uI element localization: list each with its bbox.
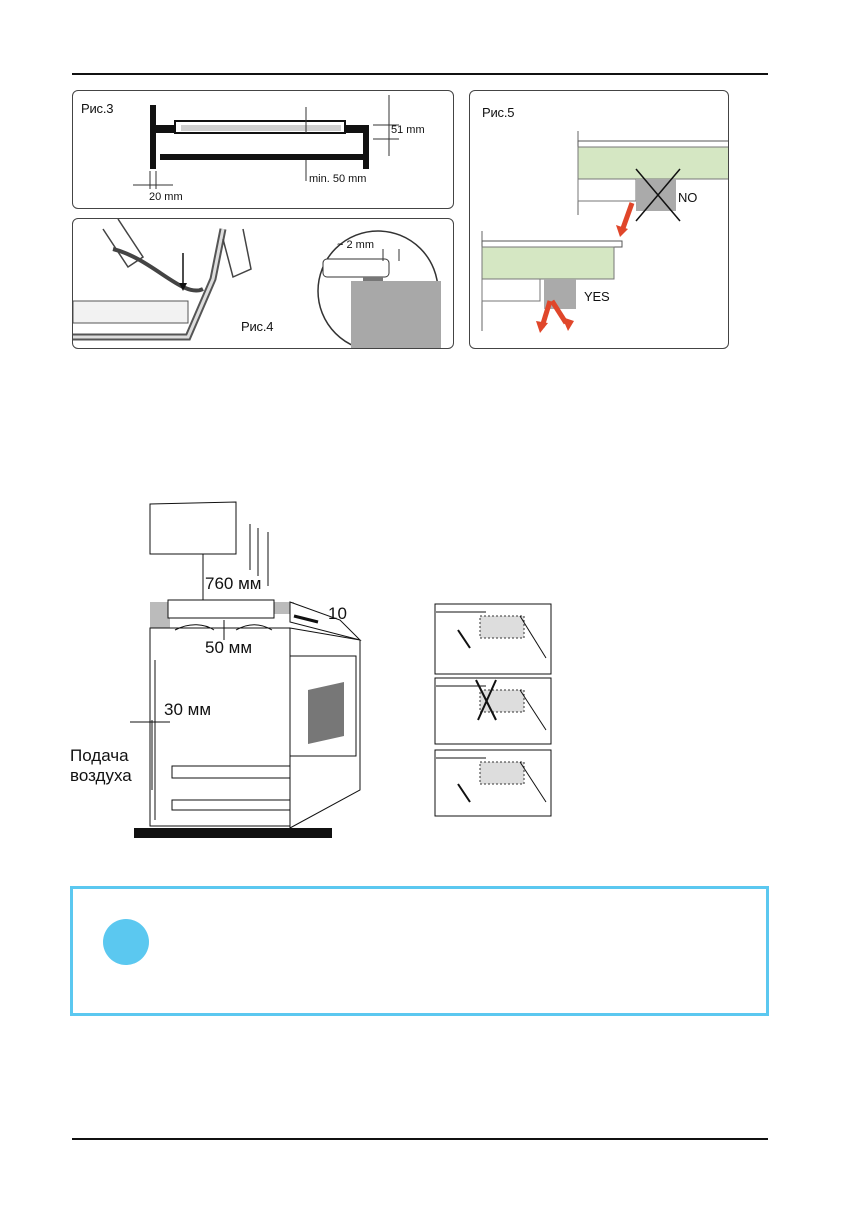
figure-5-title: Рис.5 [482, 105, 515, 120]
vent-dim-side-right: 10 [328, 604, 347, 623]
figure-3-dim-side: 20 mm [149, 191, 183, 203]
figure-5-drawing [470, 91, 728, 348]
vent-air-line2: воздуха [70, 766, 132, 785]
info-icon [103, 919, 149, 965]
figure-3-title: Рис.3 [81, 101, 114, 116]
vent-dim-under: 50 мм [205, 638, 253, 657]
note-box [70, 886, 769, 1016]
figure-5-panel [469, 90, 729, 349]
figure-5-label-no: NO [678, 190, 698, 205]
vent-air-line1: Подача [70, 746, 129, 765]
ventilation-drawing [0, 490, 850, 850]
ventilation-diagram [0, 490, 850, 850]
figure-4-panel [72, 218, 454, 349]
footer-rule [72, 1138, 768, 1140]
figure-3-panel [72, 90, 454, 209]
figure-4-dim-gap: ~ 2 mm [337, 239, 374, 251]
figure-3-drawing [73, 91, 453, 208]
header-rule [72, 73, 768, 75]
vent-dim-top: 760 мм [205, 574, 262, 593]
figure-5-label-yes: YES [584, 289, 610, 304]
vent-dim-wall: 30 мм [164, 700, 212, 719]
figure-4-title: Рис.4 [241, 319, 274, 334]
figure-3-dim-top: 51 mm [391, 124, 425, 136]
figure-3-dim-gap: min. 50 mm [309, 173, 367, 185]
